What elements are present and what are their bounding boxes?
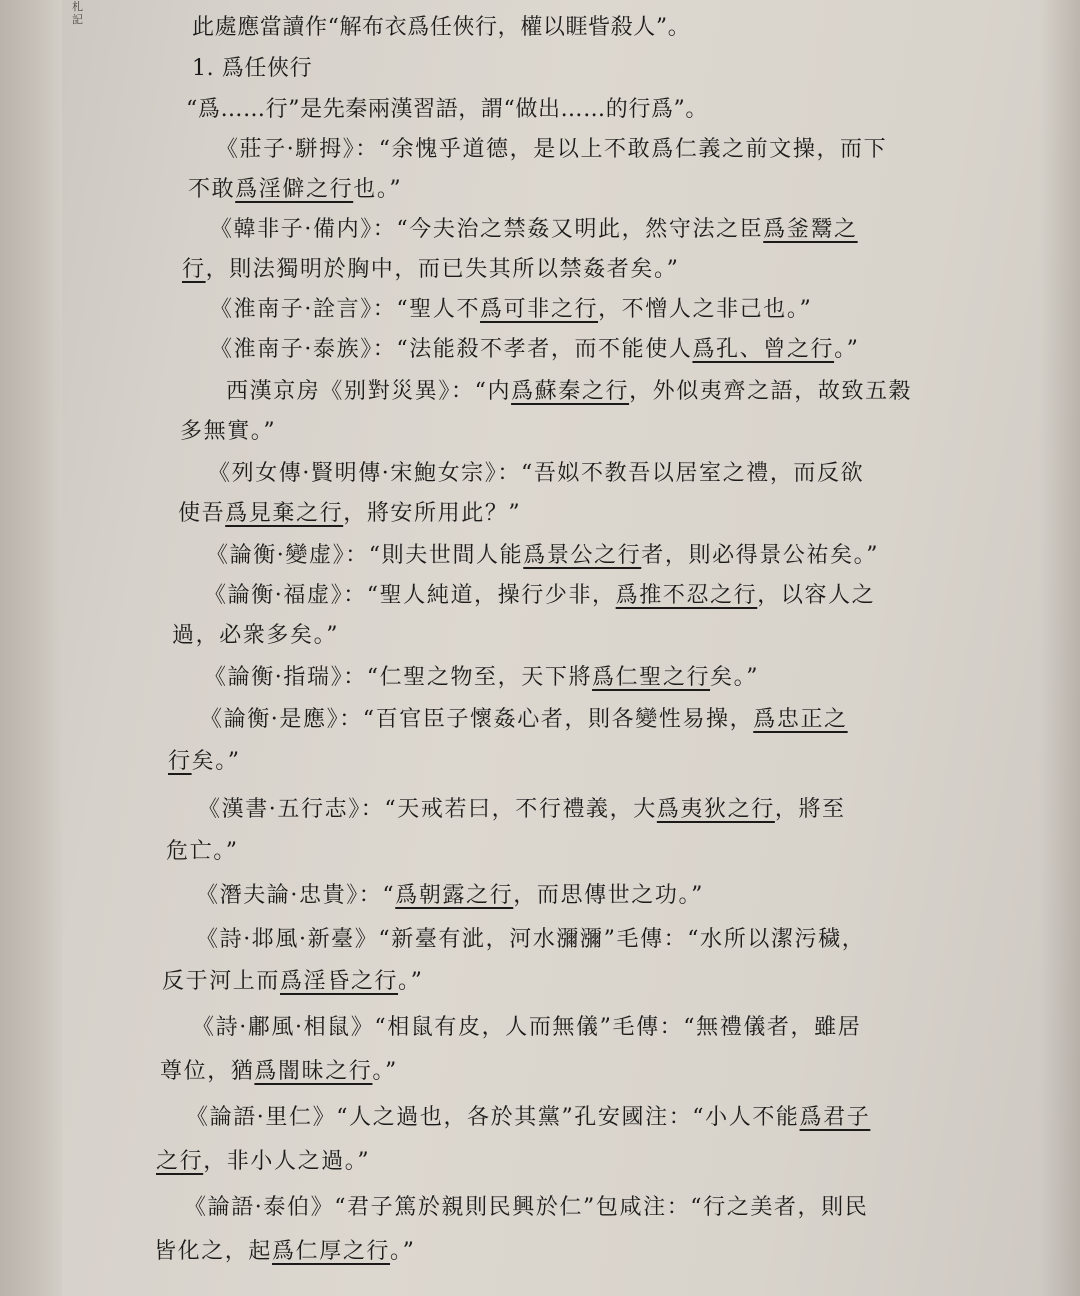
quote-line: 危亡。”: [166, 839, 239, 864]
quote-line: 反于河上而爲淫昏之行。”: [162, 969, 424, 994]
quote-line: 《論語·里仁》“人之過也，各於其黨”孔安國注：“小人不能爲君子: [186, 1105, 871, 1130]
quote-line: 不敢爲淫僻之行也。”: [188, 177, 403, 202]
quote-line: 過，必衆多矣。”: [172, 623, 340, 648]
running-head: 札記: [72, 0, 83, 26]
quote-line: 尊位，猶爲闇昧之行。”: [160, 1059, 398, 1084]
quote-line: 使吾爲見棄之行，將安所用此？”: [178, 501, 522, 526]
quote-line: 西漢京房《别對災異》：“内爲蘇秦之行，外似夷齊之語，故致五穀: [226, 379, 913, 404]
quote-line: 《漢書·五行志》：“天戒若曰，不行禮義，大爲夷狄之行，將至: [198, 797, 846, 822]
quote-line: 《列女傳·賢明傳·宋鮑女宗》：“吾姒不教吾以居室之禮，而反欲: [208, 461, 865, 486]
quote-line: 《淮南子·泰族》：“法能殺不孝者，而不能使人爲孔、曾之行。”: [210, 337, 860, 362]
quote-line: 《淮南子·詮言》：“聖人不爲可非之行，不憎人之非己也。”: [210, 297, 813, 322]
quote-line: 《論衡·指瑞》：“仁聖之物至，天下將爲仁聖之行矣。”: [204, 665, 760, 690]
quote-line: 多無實。”: [180, 419, 277, 444]
quote-line: 《論衡·是應》：“百官臣子懷姦心者，則各變性易操，爲忠正之: [200, 707, 848, 732]
text-line: “爲……行”是先秦兩漢習語，謂“做出……的行爲”。: [186, 97, 708, 122]
quote-line: 《莊子·駢拇》：“余愧乎道德，是以上不敢爲仁義之前文操，而下: [216, 137, 888, 162]
quote-line: 《論語·泰伯》“君子篤於親則民興於仁”包咸注：“行之美者，則民: [184, 1195, 869, 1220]
quote-line: 《詩·邶風·新臺》“新臺有泚，河水瀰瀰”毛傳：“水所以潔污穢，: [196, 927, 866, 952]
quote-line: 行，則法獨明於胸中，而已失其所以禁姦者矣。”: [182, 257, 680, 282]
quote-line: 《詩·鄘風·相鼠》“相鼠有皮，人而無儀”毛傳：“無禮儀者，雖居: [192, 1015, 862, 1040]
quote-line: 行矣。”: [168, 749, 241, 774]
quote-line: 《論衡·變虚》：“則夫世間人能爲景公之行者，則必得景公祐矣。”: [206, 543, 880, 568]
quote-line: 之行，非小人之過。”: [156, 1149, 371, 1174]
quote-line: 《潛夫論·忠貴》：“爲朝露之行，而思傳世之功。”: [196, 883, 704, 908]
section-heading: 1. 爲任俠行: [192, 56, 313, 81]
quote-line: 皆化之，起爲仁厚之行。”: [154, 1239, 416, 1264]
quote-line: 《韓非子·備内》：“今夫治之禁姦又明此，然守法之臣爲釜鬵之: [210, 217, 858, 242]
text-line: 此處應當讀作“解布衣爲任俠行，權以睚眥殺人”。: [192, 15, 691, 40]
quote-line: 《論衡·福虚》：“聖人純道，操行少非，爲推不忍之行，以容人之: [204, 583, 876, 608]
